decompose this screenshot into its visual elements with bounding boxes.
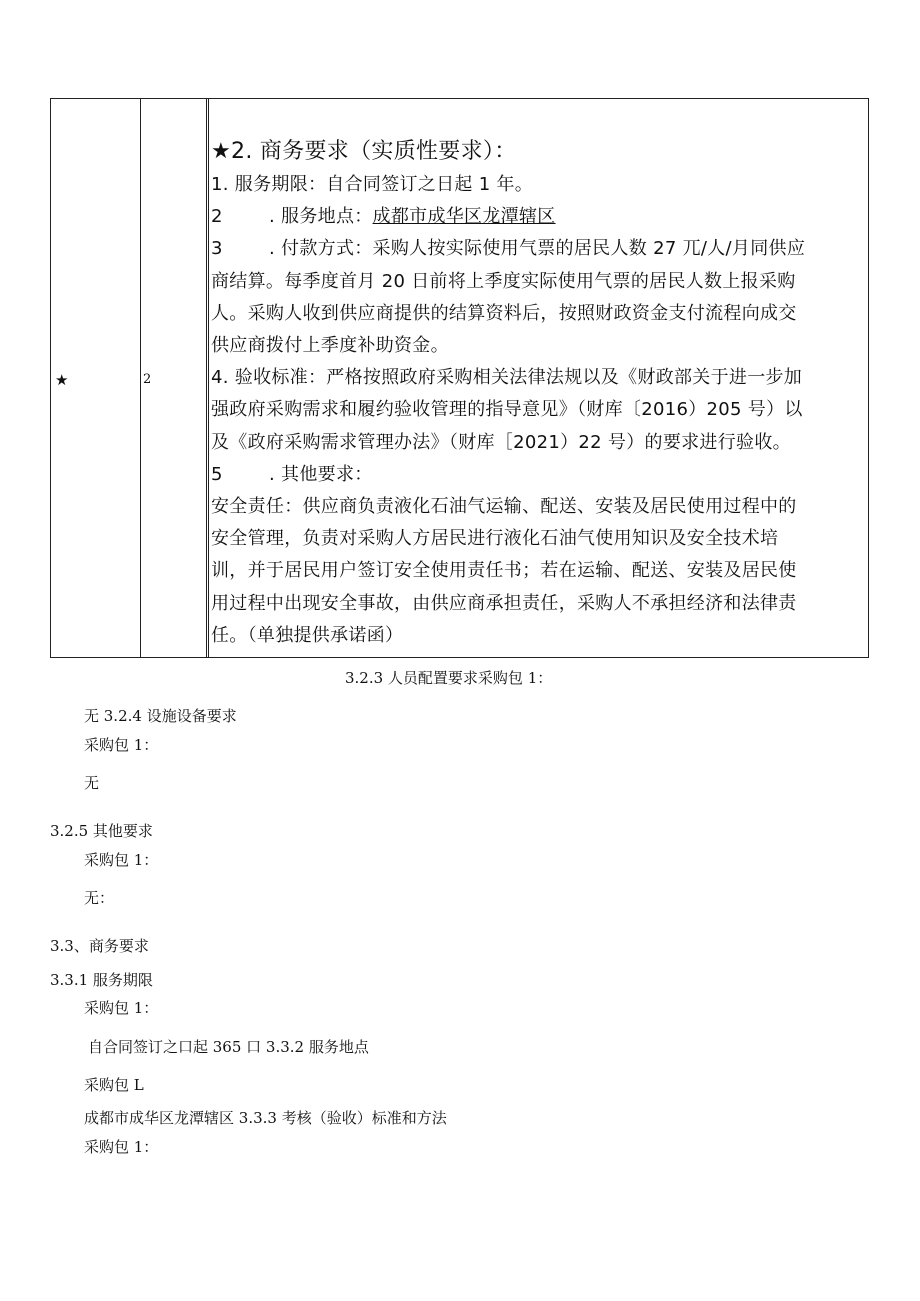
item-number: 2 xyxy=(211,206,223,228)
package-label: 采购包 1： xyxy=(84,851,159,869)
safety-line-4: 用过程中出现安全事故，由供应商承担责任，采购人不承担经济和法律责 xyxy=(211,592,797,614)
package-label: 采购包 1： xyxy=(84,736,159,754)
item-number: 3 xyxy=(211,238,223,260)
payment-text: . 付款方式：采购人按实际使用气票的居民人数 27 兀/人/月同供应 xyxy=(269,238,806,260)
staffing-heading: 3.2.3 人员配置要求采购包 1： xyxy=(345,669,553,687)
safety-line-5: 任。（单独提供承诺函） xyxy=(211,624,404,646)
commercial-requirements-cell xyxy=(211,135,866,652)
payment-line-4: 供应商拨付上季度补助资金。 xyxy=(211,335,449,357)
service-period-heading: 3.3.1 服务期限 xyxy=(50,971,153,989)
acceptance-line-2: 强政府采购需求和履约验收管理的指导意见》（财库〔2016）205 号）以 xyxy=(211,399,803,421)
requirements-heading: ★2. 商务要求（实质性要求）： xyxy=(211,139,517,164)
none-text: 无 xyxy=(84,774,100,792)
package-label: 采购包 L xyxy=(84,1076,144,1094)
payment-line-3: 人。采购人收到供应商提供的结算资料后，按照财政资金支付流程向成交 xyxy=(211,302,797,324)
star-marker: ★ xyxy=(55,371,69,389)
column-divider xyxy=(208,99,209,657)
package-label: 采购包 1： xyxy=(84,999,159,1017)
service-period-line: 1. 服务期限：自合同签订之日起 1 年。 xyxy=(211,174,534,195)
item-label: . 服务地点： xyxy=(269,206,373,228)
payment-line-2: 商结算。每季度首月 20 日前将上季度实际使用气票的居民人数上报采购 xyxy=(211,270,796,292)
safety-line-3: 训，并于居民用户签订安全使用责任书；若在运输、配送、安装及居民使 xyxy=(211,560,797,582)
none-text: 无： xyxy=(84,889,115,907)
safety-line-2: 安全管理，负责对采购人方居民进行液化石油气使用知识及安全技术培 xyxy=(211,528,779,550)
facilities-heading: 无 3.2.4 设施设备要求 xyxy=(84,707,237,725)
acceptance-line: 4. 验收标准：严格按照政府采购相关法律法规以及《财政部关于进一步加 xyxy=(211,367,803,389)
row-number: 2 xyxy=(143,372,152,387)
service-location-value: 成都市成华区龙潭辖区 xyxy=(372,206,556,228)
column-divider xyxy=(206,99,207,657)
other-requirements-line xyxy=(211,459,866,491)
commercial-heading: 3.3、商务要求 xyxy=(50,937,149,955)
service-period-text: 自合同签订之口起 365 口 3.3.2 服务地点 xyxy=(88,1038,369,1056)
other-requirements-heading: 3.2.5 其他要求 xyxy=(50,822,153,840)
location-and-acceptance-text: 成都市成华区龙潭辖区 3.3.3 考核（验收）标准和方法 xyxy=(84,1109,447,1127)
acceptance-line-3: 及《政府采购需求管理办法》（财库［2021）22 号）的要求进行验收。 xyxy=(211,431,791,453)
column-divider xyxy=(140,99,141,657)
service-location-line xyxy=(211,201,866,233)
item-number: 5 xyxy=(211,463,223,485)
payment-line xyxy=(211,233,866,265)
safety-line: 安全责任：供应商负责液化石油气运输、配送、安装及居民使用过程中的 xyxy=(211,496,797,518)
requirements-table xyxy=(50,98,869,658)
package-label: 采购包 1： xyxy=(84,1138,159,1156)
other-requirements-label: . 其他要求： xyxy=(269,463,373,485)
